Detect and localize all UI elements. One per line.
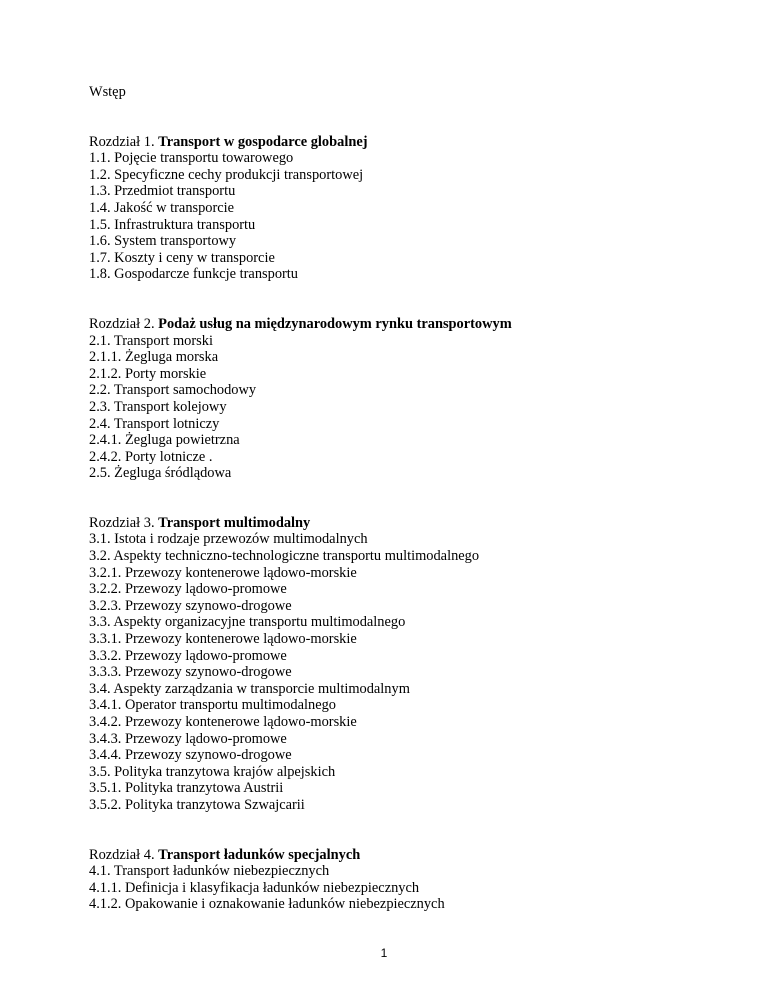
toc-item: 1.2. Specyficzne cechy produkcji transportowej (89, 166, 364, 183)
toc-item: 1.4. Jakość w transporcie (89, 199, 235, 216)
document-page (89, 84, 689, 946)
toc-item: 3.4.2. Przewozy kontenerowe lądowo-morskie (89, 714, 357, 730)
toc-item: 1.6. System transportowy (89, 233, 237, 250)
chapter-prefix: Rozdział (89, 133, 141, 150)
toc-item: 2.4.1. Żegluga powietrzna (89, 432, 240, 449)
toc-item: 3.5.2. Polityka tranzytowa Szwajcarii (89, 796, 305, 813)
toc-item: 3.5. Polityka tranzytowa krajów alpejskich (89, 763, 336, 780)
toc-item: 1.5. Infrastruktura transportu (89, 216, 256, 233)
chapter-number: 4. (143, 846, 155, 863)
toc-item: 1.8. Gospodarcze funkcje transportu (89, 266, 298, 283)
toc-item: 3.2.1. Przewozy kontenerowe lądowo-morskie (89, 564, 357, 581)
toc-item: 2.4. Transport lotniczy (89, 415, 220, 432)
toc-item: 3.4.4. Przewozy szynowo-drogowe (89, 747, 292, 764)
toc-item: 1.3. Przedmiot transportu (89, 183, 236, 200)
toc-item: 3.3.2. Przewozy lądowo-promowe (89, 647, 287, 664)
chapter-section (89, 134, 689, 283)
toc-item: 3.3.1. Przewozy kontenerowe lądowo-morskie (89, 631, 357, 648)
toc-item: 4.1.1. Definicja i klasyfikacja ładunków niebezpiecznych (89, 879, 420, 896)
chapter-prefix: Rozdział (89, 846, 141, 863)
intro-heading: Wstęp (89, 84, 126, 100)
table-of-contents (89, 134, 689, 913)
chapter-title: Podaż usług na międzynarodowym rynku transportowym (158, 315, 512, 332)
chapter-heading (89, 134, 689, 151)
toc-item: 4.1. Transport ładunków niebezpiecznych (89, 863, 330, 880)
toc-item: 3.2.3. Przewozy szynowo-drogowe (89, 597, 292, 614)
chapter-heading (89, 847, 689, 864)
chapter-section (89, 316, 689, 482)
toc-item: 4.1.2. Opakowanie i oznakowanie ładunków niebezpiecznych (89, 896, 445, 913)
chapter-title: Transport ładunków specjalnych (158, 846, 361, 863)
chapter-section (89, 515, 689, 814)
toc-item: 2.1.2. Porty morskie (89, 365, 207, 382)
chapter-heading (89, 515, 689, 532)
toc-item: 2.1.1. Żegluga morska (89, 349, 219, 366)
toc-item: 3.2.2. Przewozy lądowo-promowe (89, 581, 287, 598)
toc-item: 3.2. Aspekty techniczno-technologiczne transportu multimodalnego (89, 548, 480, 565)
chapter-title: Transport w gospodarce globalnej (158, 133, 368, 150)
toc-item: 3.3.3. Przewozy szynowo-drogowe (89, 664, 292, 681)
toc-item: 3.3. Aspekty organizacyjne transportu multimodalnego (89, 614, 406, 631)
toc-item: 3.4.3. Przewozy lądowo-promowe (89, 730, 287, 747)
toc-item: 3.5.1. Polityka tranzytowa Austrii (89, 780, 284, 797)
toc-item: 2.2. Transport samochodowy (89, 382, 257, 399)
chapter-number: 2. (143, 315, 155, 332)
page-number: 1 (380, 946, 388, 960)
toc-item: 3.4. Aspekty zarządzania w transporcie multimodalnym (89, 680, 410, 697)
toc-item: 2.4.2. Porty lotnicze . (89, 448, 213, 465)
toc-item: 2.3. Transport kolejowy (89, 398, 227, 415)
toc-item: 3.4.1. Operator transportu multimodalnego (89, 697, 336, 714)
toc-item: 2.5. Żegluga śródlądowa (89, 465, 232, 482)
toc-item: 2.1. Transport morski (89, 332, 213, 349)
chapter-prefix: Rozdział (89, 514, 141, 531)
chapter-title: Transport multimodalny (158, 514, 311, 531)
chapter-number: 1. (143, 133, 155, 150)
chapter-number: 3. (143, 514, 155, 531)
chapter-prefix: Rozdział (89, 315, 141, 332)
chapter-section (89, 847, 689, 913)
toc-item: 1.7. Koszty i ceny w transporcie (89, 249, 275, 266)
chapter-heading (89, 316, 689, 333)
toc-item: 3.1. Istota i rodzaje przewozów multimodalnych (89, 531, 368, 548)
toc-item: 1.1. Pojęcie transportu towarowego (89, 150, 294, 167)
